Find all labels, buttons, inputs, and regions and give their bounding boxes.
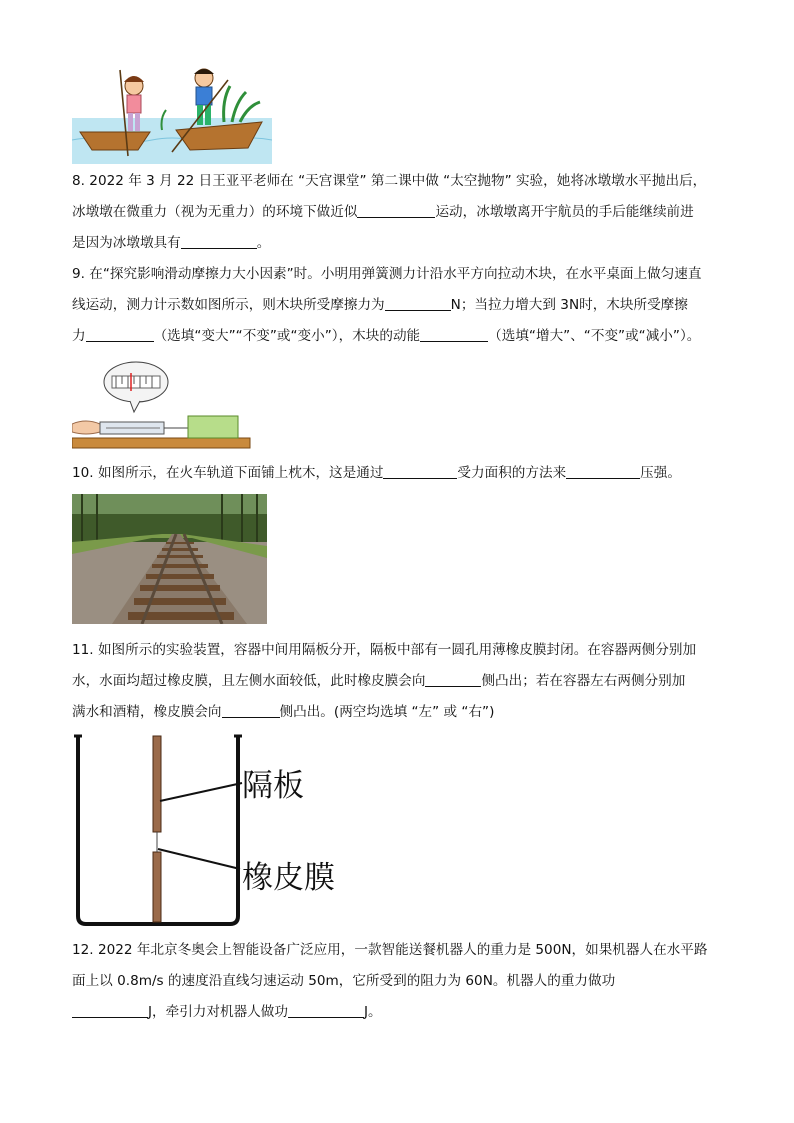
partition-label: 隔板 [242,768,304,804]
q10-blank-2[interactable] [566,464,640,479]
q10-blank-1[interactable] [383,464,457,479]
rowing-children-figure [72,60,272,164]
wooden-block [188,416,238,438]
q8-blank-2[interactable] [181,234,257,249]
table-surface [72,438,250,448]
left-boat [80,132,150,150]
q12-line-1: 12. 2022 年北京冬奥会上智能设备广泛应用，一款智能送餐机器人的重力是 500N，如果机器人在水平路 [72,942,708,958]
q8-blank-1[interactable] [357,203,435,218]
hand [72,421,100,434]
q12-blank-2[interactable] [288,1003,364,1018]
q8-line-2: 冰墩墩在微重力（视为无重力）的环境下做近似 运动，冰墩墩离开宇航员的手后能继续前进 [72,204,694,220]
q12-blank-1[interactable] [72,1003,148,1018]
q9-line-2: 线运动，测力计示数如图所示，则木块所受摩擦力为 N；当拉力增大到 3N时，木块所受摩擦 [72,297,688,313]
q9-line-1: 9. 在“探究影响滑动摩擦力大小因素”时。小明用弹簧测力计沿水平方向拉动木块，在水平桌面上做匀速直 [72,266,702,282]
q9-blank-1[interactable] [385,296,451,311]
q11-line-3: 满水和酒精，橡皮膜会向 侧凸出。(两空均选填 “左” 或 “右”) [72,704,495,720]
q9-line-3: 力 （选填“变大”“不变”或“变小”），木块的动能 （选填“增大”、“不变”或“减小”）。 [72,328,701,344]
spring-scale-figure [72,360,252,452]
q9-blank-3[interactable] [420,327,488,342]
container-label-lines [150,765,250,885]
q11-blank-1[interactable] [425,672,481,687]
q11-line-2: 水，水面均超过橡皮膜，且左侧水面较低，此时橡皮膜会向 侧凸出；若在容器左右两侧分别加 [72,673,686,689]
q11-line-1: 11. 如图所示的实验装置，容器中间用隔板分开，隔板中部有一圆孔用薄橡皮膜封闭。在容器两侧分别加 [72,642,697,658]
q10-line-1: 10. 如图所示，在火车轨道下面铺上枕木，这是通过 受力面积的方法来 压强。 [72,465,681,481]
q12-line-2: 面上以 0.8m/s 的速度沿直线匀速运动 50m，它所受到的阻力为 60N。机器人的重力做功 [72,973,616,989]
q8-line-1: 8. 2022 年 3 月 22 日王亚平老师在 “天宫课堂” 第二课中做 “太空抛物” 实验，她将冰墩墩水平抛出后， [72,173,707,189]
q8-line-3: 是因为冰墩墩具有 。 [72,235,271,251]
q12-line-3: J，牵引力对机器人做功 J。 [72,1002,382,1022]
q11-blank-2[interactable] [222,703,280,718]
railway-photo [72,494,267,624]
q9-blank-2[interactable] [86,327,154,342]
membrane-label: 橡皮膜 [242,860,335,896]
